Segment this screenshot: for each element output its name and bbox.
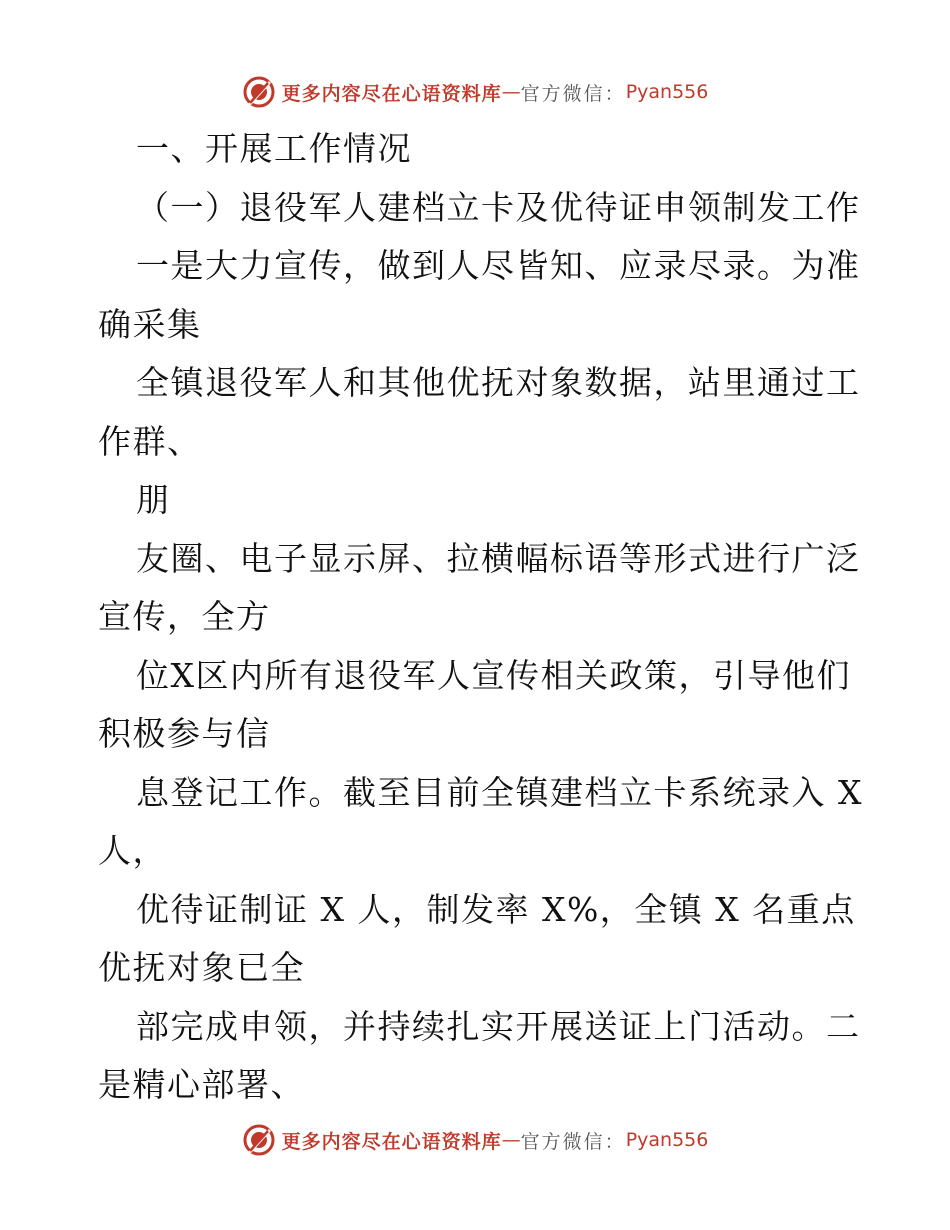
footer-watermark: [0, 1120, 950, 1160]
text-line: 作群、: [98, 421, 202, 461]
text-line: 确采集: [98, 304, 202, 344]
text-line: 是精心部署、: [98, 1065, 305, 1104]
text-line: 积极参与信: [98, 714, 271, 753]
watermark-brand: 更多内容尽在心语资料库: [281, 82, 502, 105]
text-line: 宣传，全方: [98, 597, 271, 636]
text-line: 朋: [136, 480, 171, 519]
watermark-dash: —: [501, 1129, 521, 1151]
text-line: 优抚对象已全: [98, 948, 305, 987]
watermark-dash: —: [501, 81, 521, 103]
pen-logo-icon: [242, 75, 276, 109]
watermark-brand: 更多内容尽在心语资料库: [281, 1130, 502, 1153]
pen-logo-icon: [242, 1123, 276, 1157]
text-line: 一、开展工作情况: [136, 129, 412, 168]
text-line: 一是大力宣传，做到人尽皆知、应录尽录。为准: [136, 246, 861, 285]
text-line: 人，: [98, 831, 167, 870]
header-watermark: [0, 72, 950, 112]
watermark-label: 官方微信：: [520, 82, 626, 105]
document-body: [98, 120, 863, 1115]
text-line: 息登记工作。截至目前全镇建档立卡系统录入 X: [136, 772, 863, 812]
text-line: 部完成申领，并持续扎实开展送证上门活动。二: [136, 1006, 861, 1046]
text-line: 全镇退役军人和其他优抚对象数据，站里通过工: [136, 363, 861, 402]
watermark-wechat-id: Pyan556: [625, 1129, 709, 1151]
text-line: 优待证制证 X 人，制发率 X%，全镇 X 名重点: [136, 889, 856, 929]
watermark-wechat-id: Pyan556: [625, 81, 709, 103]
text-line: 位X区内所有退役军人宣传相关政策，引导他们: [136, 655, 851, 695]
watermark-label: 官方微信：: [520, 1130, 626, 1153]
text-line: 友圈、电子显示屏、拉横幅标语等形式进行广泛: [136, 538, 861, 578]
text-line: （一）退役军人建档立卡及优待证申领制发工作: [136, 187, 861, 227]
